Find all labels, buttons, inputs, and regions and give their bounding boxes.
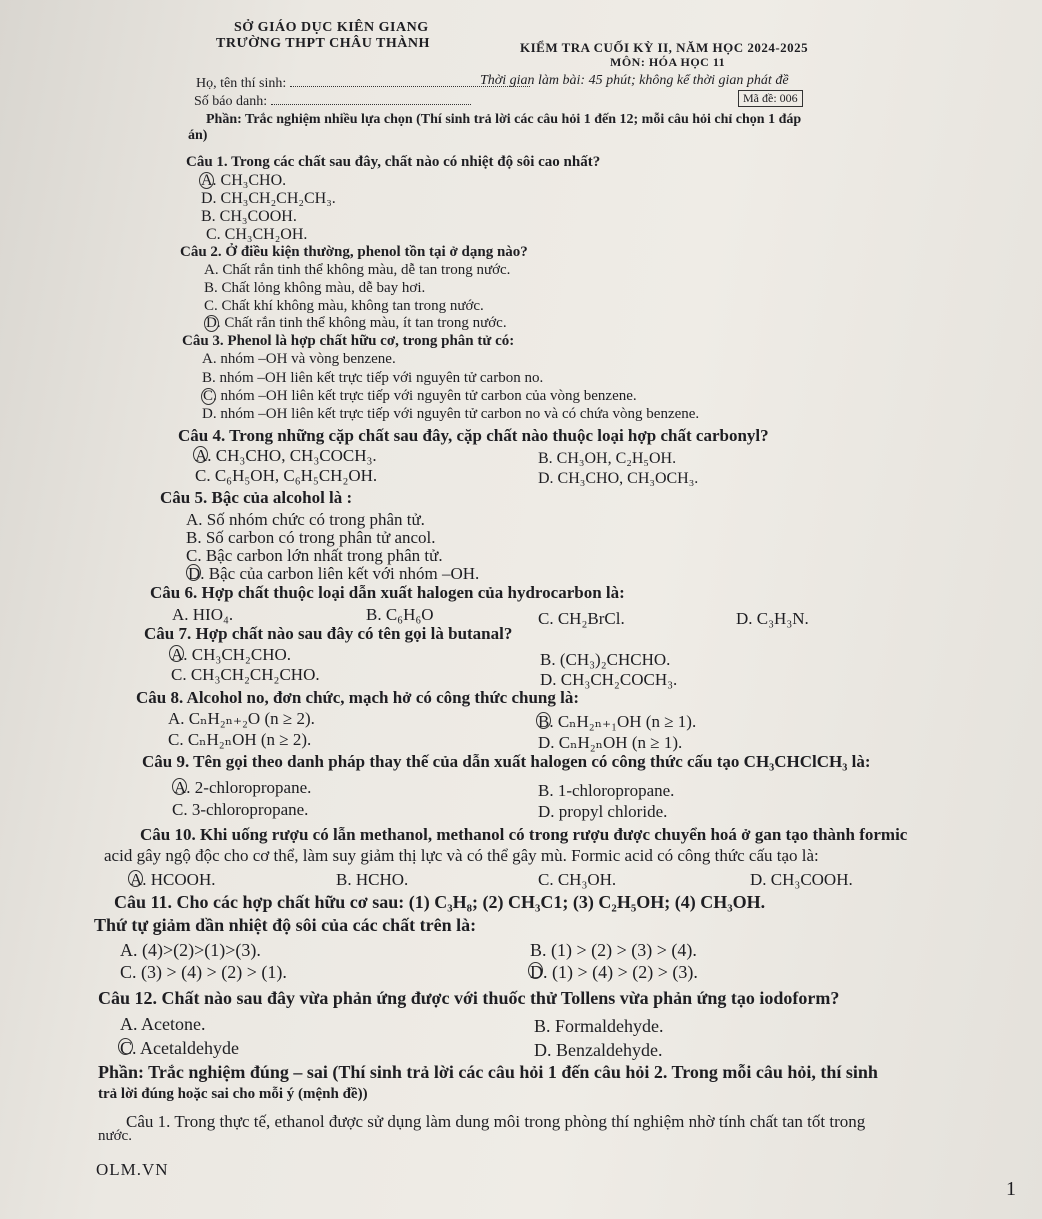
q1-option-a: A. CH₃CHO.	[201, 172, 287, 189]
q9-option-c: C. 3-chloropropane.	[172, 800, 309, 819]
q11-option-a: A. (4)>(2)>(1)>(3).	[120, 940, 261, 960]
q10-stem: Câu 10. Khi uống rượu có lẫn methanol, methanol có trong rượu được chuyển hoá ở gan tạo thành formic	[140, 825, 908, 844]
q2-stem: Câu 2. Ở điều kiện thường, phenol tồn tại ở dạng nào?	[180, 244, 528, 260]
q10-option-d: D. CH₃COOH.	[750, 870, 853, 889]
q8-option-d: D. CₙH₂ₙOH (n ≥ 1).	[538, 733, 683, 752]
q11-stem: Câu 11. Cho các hợp chất hữu cơ sau: (1) C₃H₈; (2) CH₃C1; (3) C₂H₅OH; (4) CH₃OH.	[114, 892, 766, 912]
q3-option-a: A. nhóm –OH và vòng benzene.	[202, 351, 396, 367]
q2-option-c: C. Chất khí không màu, không tan trong nước.	[204, 298, 484, 314]
q3-option-c: C. nhóm –OH liên kết trực tiếp với nguyên tử carbon của vòng benzene.	[203, 388, 637, 404]
part2-heading: Phần: Trắc nghiệm đúng – sai (Thí sinh trả lời các câu hỏi 1 đến câu hỏi 2. Trong mỗi câu hỏi, thí sinh	[98, 1062, 878, 1082]
q12-option-a: A. Acetone.	[120, 1014, 206, 1034]
part2-heading-cont: trả lời đúng hoặc sai cho mỗi ý (mệnh đề))	[98, 1086, 368, 1102]
q1-stem: Câu 1. Trong các chất sau đây, chất nào có nhiệt độ sôi cao nhất?	[186, 154, 601, 170]
q4-option-d: D. CH₃CHO, CH₃OCH₃.	[538, 470, 699, 487]
q4-option-a: A. CH₃CHO, CH₃COCH₃.	[195, 446, 377, 465]
q2-option-d: D. Chất rắn tinh thể không màu, ít tan trong nước.	[206, 315, 507, 331]
part1-heading-cont: án)	[188, 128, 208, 143]
q7-option-b: B. (CH₃)₂CHCHO.	[540, 650, 671, 669]
q5-option-b: B. Số carbon có trong phân tử ancol.	[186, 528, 436, 547]
q12-option-c: C. Acetaldehyde	[120, 1038, 239, 1058]
q3-option-b: B. nhóm –OH liên kết trực tiếp với nguyên tử carbon no.	[202, 370, 544, 386]
q12-stem: Câu 12. Chất nào sau đây vừa phản ứng được với thuốc thử Tollens vừa phản ứng tạo iodoform?	[98, 988, 840, 1008]
q8-stem: Câu 8. Alcohol no, đơn chức, mạch hở có công thức chung là:	[136, 688, 580, 707]
q12-option-d: D. Benzaldehyde.	[534, 1040, 663, 1060]
q8-option-c: C. CₙH₂ₙOH (n ≥ 2).	[168, 730, 312, 749]
q5-stem: Câu 5. Bậc của alcohol là :	[160, 488, 353, 507]
q6-option-b: B. C₆H₆O	[366, 605, 434, 624]
q7-option-a: A. CH₃CH₂CHO.	[171, 645, 292, 664]
part2-q1-cont: nước.	[98, 1128, 132, 1144]
q9-option-b: B. 1-chloropropane.	[538, 781, 675, 800]
q9-stem: Câu 9. Tên gọi theo danh pháp thay thế của dẫn xuất halogen có công thức cấu tạo CH₃CHClCH₃ là:	[142, 752, 871, 771]
part1-heading: Phần: Trắc nghiệm nhiều lựa chọn (Thí sinh trả lời các câu hỏi 1 đến 12; mỗi câu hỏi chỉ chọn 1 đáp	[206, 112, 802, 127]
q2-option-b: B. Chất lỏng không màu, dễ bay hơi.	[204, 280, 426, 296]
q8-option-b: B. CₙH₂ₙ₊₁OH (n ≥ 1).	[538, 712, 697, 731]
id-label: Số báo danh:	[194, 94, 471, 110]
q6-option-d: D. C₃H₃N.	[736, 609, 809, 628]
time-note: Thời gian làm bài: 45 phút; không kể thời gian phát đề	[480, 73, 789, 88]
q2-option-a: A. Chất rắn tinh thể không màu, dễ tan trong nước.	[204, 262, 511, 278]
q12-option-b: B. Formaldehyde.	[534, 1016, 664, 1036]
q10-option-a: A. HCOOH.	[130, 870, 216, 889]
q5-option-c: C. Bậc carbon lớn nhất trong phân tử.	[186, 546, 443, 565]
subject: MÔN: HÓA HỌC 11	[610, 55, 726, 69]
q4-option-b: B. CH₃OH, C₂H₅OH.	[538, 450, 677, 467]
q5-option-a: A. Số nhóm chức có trong phân tử.	[186, 510, 425, 529]
part2-q1: Câu 1. Trong thực tế, ethanol được sử dụng làm dung môi trong phòng thí nghiệm nhờ tính chất tan tốt trong	[126, 1112, 866, 1131]
q7-option-d: D. CH₃CH₂COCH₃.	[540, 670, 678, 689]
exam-code: Mã đề: 006	[738, 90, 803, 107]
q6-stem: Câu 6. Hợp chất thuộc loại dẫn xuất halogen của hydrocarbon là:	[150, 583, 625, 602]
watermark: OLM.VN	[96, 1160, 169, 1179]
q11-option-c: C. (3) > (4) > (2) > (1).	[120, 962, 287, 982]
q1-option-b: B. CH₃COOH.	[201, 208, 297, 225]
q8-option-a: A. CₙH₂ₙ₊₂O (n ≥ 2).	[168, 709, 315, 728]
q3-option-d: D. nhóm –OH liên kết trực tiếp với nguyên tử carbon no và có chứa vòng benzene.	[202, 406, 700, 422]
q10-option-b: B. HCHO.	[336, 870, 409, 889]
q11-option-b: B. (1) > (2) > (3) > (4).	[530, 940, 697, 960]
school-name: TRƯỜNG THPT CHÂU THÀNH	[216, 36, 430, 51]
page-number: 1	[1006, 1178, 1016, 1200]
dept-name: SỞ GIÁO DỤC KIÊN GIANG	[234, 20, 429, 35]
q9-option-d: D. propyl chloride.	[538, 802, 668, 821]
q9-option-a: A. 2-chloropropane.	[174, 778, 312, 797]
q11-option-d: D. (1) > (4) > (2) > (3).	[530, 962, 698, 982]
q3-stem: Câu 3. Phenol là hợp chất hữu cơ, trong phân tử có:	[182, 333, 515, 349]
q7-stem: Câu 7. Hợp chất nào sau đây có tên gọi là butanal?	[144, 624, 513, 643]
name-label: Họ, tên thí sinh:	[196, 76, 530, 92]
q5-option-d: D. Bậc của carbon liên kết với nhóm –OH.	[188, 564, 480, 583]
q6-option-c: C. CH₂BrCl.	[538, 609, 625, 628]
q1-option-d: D. CH₃CH₂CH₂CH₃.	[201, 190, 336, 207]
q4-option-c: C. C₆H₅OH, C₆H₅CH₂OH.	[195, 466, 378, 485]
exam-title: KIỂM TRA CUỐI KỲ II, NĂM HỌC 2024-2025	[520, 40, 809, 55]
q4-stem: Câu 4. Trong những cặp chất sau đây, cặp chất nào thuộc loại hợp chất carbonyl?	[178, 426, 769, 445]
q1-option-c: C. CH₃CH₂OH.	[206, 226, 308, 243]
q6-option-a: A. HIO₄.	[172, 605, 234, 624]
q11-stem-cont: Thứ tự giảm dần nhiệt độ sôi của các chất trên là:	[94, 915, 477, 935]
q10-stem-cont: acid gây ngộ độc cho cơ thể, làm suy giảm thị lực và có thể gây mù. Formic acid có công thức cấu tạo là:	[104, 846, 819, 865]
q7-option-c: C. CH₃CH₂CH₂CHO.	[171, 665, 320, 684]
q10-option-c: C. CH₃OH.	[538, 870, 617, 889]
